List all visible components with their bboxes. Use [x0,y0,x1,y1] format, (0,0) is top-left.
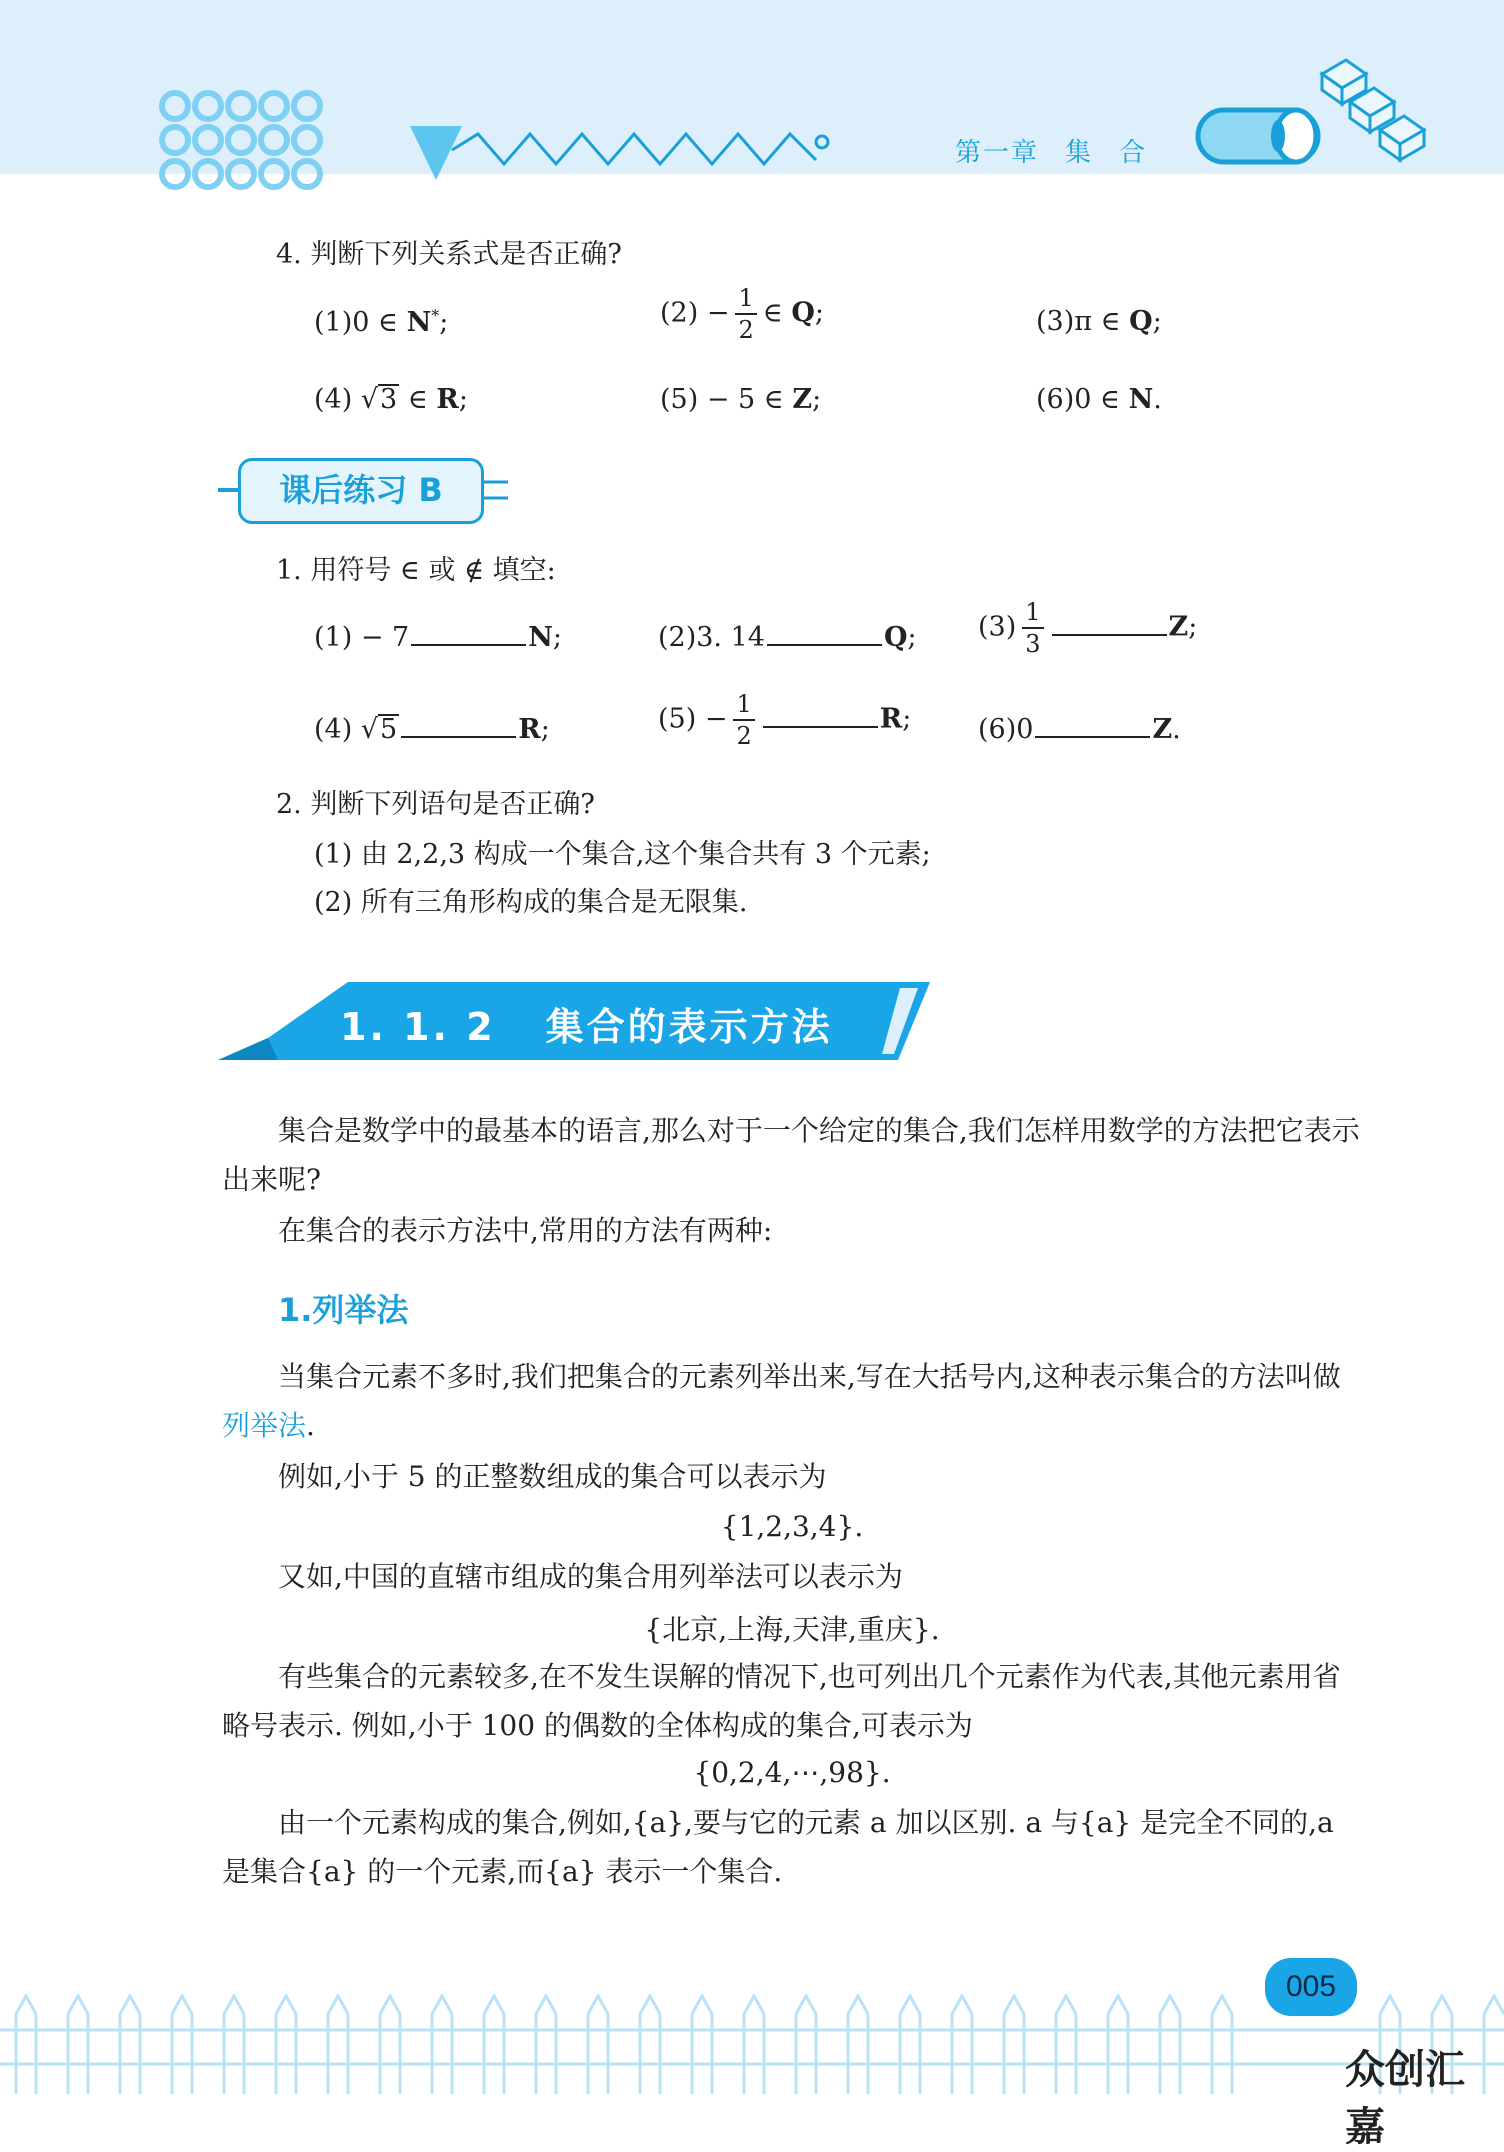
q4-item-5: (5) − 5 ∈ Z; [660,384,822,415]
b1-item-1: (1) − 7 N; [314,622,563,653]
paragraph-1: 集合是数学中的最基本的语言,那么对于一个给定的集合,我们怎样用数学的方法把它表示出来呢? [222,1114,1360,1196]
watermark: 众创汇嘉 [1345,2047,1465,2150]
question-b2-2: (2) 所有三角形构成的集合是无限集. [314,887,748,918]
paragraph-5: 又如,中国的直辖市组成的集合用列举法可以表示为 [278,1560,903,1593]
page-number: 005 [1265,1958,1357,2016]
b1-item-5: (5) − $\frac{1}{2}$ R; [658,690,912,750]
paragraph-2: 在集合的表示方法中,常用的方法有两种: [278,1214,773,1247]
question-b1: 1. 用符号 ∈ 或 ∉ 填空: [276,555,556,586]
chapter-heading [955,132,1147,169]
answer-blank [1035,712,1150,738]
q4-item-6: (6)0 ∈ N. [1036,384,1162,415]
circles-pattern-icon [162,93,320,187]
b1-item-3: (3) $\frac{1}{3}$ Z; [978,598,1198,658]
zigzag-line-icon [452,134,816,164]
b1-item-4: (4) √5 R; [314,714,550,745]
cylinder-icon [1198,110,1318,162]
header-decoration [0,0,1504,200]
answer-blank [401,712,516,738]
q4-item-1: (1)0 ∈ N*; [314,306,449,338]
answer-blank [411,620,526,646]
paragraph-6: 有些集合的元素较多,在不发生误解的情况下,也可列出几个元素作为代表,其他元素用省略号表示. 例如,小于 100 的偶数的全体构成的集合,可表示为 [222,1660,1341,1742]
question-b2-1: (1) 由 2,2,3 构成一个集合,这个集合共有 3 个元素; [314,839,931,870]
paragraph-7: 由一个元素构成的集合,例如,{a},要与它的元素 a 加以区别. a 与{a} 是完全不同的,a 是集合{a} 的一个元素,而{a} 表示一个集合. [222,1806,1334,1888]
section-number: 1. 1. 2 [340,1005,496,1049]
term-highlight: 列举法 [222,1409,307,1442]
exercise-b-label: 课后练习 B [238,458,484,524]
paragraph-4: 例如,小于 5 的正整数组成的集合可以表示为 [278,1460,827,1493]
section-title: 集合的表示方法 [545,1005,833,1049]
formula-3: {0,2,4,⋯,98}. [693,1756,891,1789]
chapter-char-2: 合 [1119,138,1148,168]
answer-blank [1052,610,1167,636]
b1-item-2: (2)3. 14 Q; [658,622,917,653]
formula-1: {1,2,3,4}. [720,1510,864,1543]
formula-2: {北京,上海,天津,重庆}. [644,1613,940,1646]
q4-item-4: (4) √3 ∈ R; [314,384,468,415]
question-b2: 2. 判断下列语句是否正确? [276,789,595,820]
cubes-icon [1322,60,1424,160]
triangle-icon [410,126,462,180]
chapter-label: 第一章 [955,138,1040,168]
answer-blank [767,620,882,646]
question-4: 4. 判断下列关系式是否正确? [276,239,622,270]
q4-item-2: (2) − $\frac{1}{2}$ ∈ Q; [660,284,824,344]
chapter-char-1: 集 [1065,138,1094,168]
answer-blank [763,702,878,728]
paragraph-3: 当集合元素不多时,我们把集合的元素列举出来,写在大括号内,这种表示集合的方法叫做列举法. [222,1360,1341,1442]
q4-item-3: (3)π ∈ Q; [1036,306,1162,337]
b1-item-6: (6)0 Z. [978,714,1181,745]
subsection-title: 1.列举法 [278,1291,409,1329]
section-heading [340,996,833,1051]
